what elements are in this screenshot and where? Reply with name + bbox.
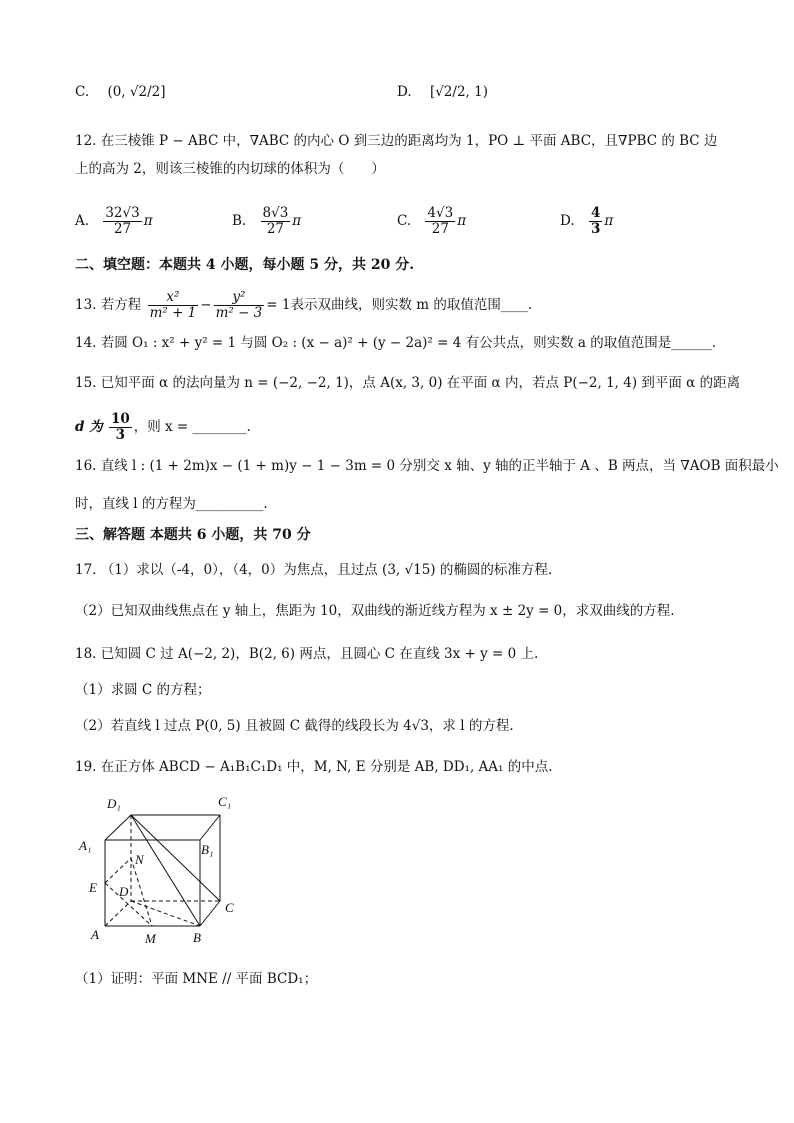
q11-option-c-label: C.	[75, 84, 90, 100]
q13-fraction-2-num: y²	[214, 290, 265, 306]
q12-option-b-den: 27	[266, 221, 284, 237]
q12-option-b	[232, 206, 301, 237]
cube-hidden-line	[105, 858, 131, 883]
q15-line1: 15. 已知平面 α 的法向量为 n = (−2, −2, 1)，点 A(x, 3, 0) 在平面 α 内，若点 P(−2, 1, 4) 到平面 α 的距离	[75, 375, 741, 391]
q16-line2: 时，直线 l 的方程为__________.	[75, 496, 268, 512]
q18-part2: （2）若直线 l 过点 P(0, 5) 且被圆 C 截得的线段长为 4√3，求 l 的方程.	[75, 718, 514, 734]
cube-label-d: D	[119, 884, 129, 899]
cube-label-d1: D₁	[107, 796, 121, 811]
q17-part2: （2）已知双曲线焦点在 y 轴上，焦距为 10，双曲线的渐近线方程为 x ± 2y = 0，求双曲线的方程.	[75, 603, 675, 619]
q13-fraction-1-den: m² + 1	[149, 305, 197, 321]
q12-option-d-num: 4	[590, 205, 601, 221]
q13-fraction-1	[148, 290, 199, 321]
q18-part1: （1）求圆 C 的方程；	[75, 682, 211, 698]
pi-symbol: π	[143, 213, 153, 229]
q12-option-c-label: C.	[397, 213, 412, 229]
cube-edge	[105, 815, 131, 840]
q11-option-c-expr: (0, √2/2]	[107, 84, 166, 100]
cube-diagonal-d1b	[131, 815, 200, 926]
cube-label-m: M	[145, 931, 156, 946]
q13-minus: −	[200, 297, 212, 313]
q15-fraction-den: 3	[115, 427, 126, 443]
q13-prefix: 13. 若方程	[75, 297, 142, 313]
cube-label-b: B	[193, 930, 201, 945]
q12-option-a-den: 27	[113, 221, 132, 237]
q12-option-a-fraction	[103, 206, 141, 237]
q13-fraction-2	[214, 290, 265, 321]
q12-option-c	[397, 206, 466, 237]
pi-symbol: π	[604, 213, 614, 229]
q11-option-c	[75, 82, 165, 102]
q13	[75, 290, 532, 321]
q12-option-d-label: D.	[560, 213, 575, 229]
q12-line2: 上的高为 2，则该三棱锥的内切球的体积为（ ）	[75, 161, 385, 177]
q12-option-d	[560, 206, 613, 237]
q15-line2	[75, 412, 251, 443]
cube-edge	[200, 815, 220, 840]
q15-line2-suffix: ，则 x = ________.	[133, 419, 251, 435]
cube-edge	[200, 901, 220, 926]
q16-line1: 16. 直线 l : (1 + 2m)x − (1 + m)y − 1 − 3m = 0 分别交 x 轴、y 轴的正半轴于 A 、B 两点，当 ∇AOB 面积最小	[75, 458, 779, 474]
q19-stem: 19. 在正方体 ABCD − A₁B₁C₁D₁ 中，M, N, E 分别是 AB, DD₁, AA₁ 的中点.	[75, 759, 553, 775]
pi-symbol: π	[457, 213, 467, 229]
cube-diagonal-d1c	[131, 815, 220, 901]
cube-label-a: A	[91, 927, 99, 942]
q12-option-b-num: 8√3	[262, 205, 289, 221]
cube-figure	[75, 790, 255, 955]
q12-option-d-den: 3	[590, 221, 601, 237]
q18-stem: 18. 已知圆 C 过 A(−2, 2)，B(2, 6) 两点，且圆心 C 在直线 3x + y = 0 上.	[75, 646, 539, 662]
q12-option-c-den: 27	[431, 221, 449, 237]
cube-label-b1: B₁	[201, 842, 214, 857]
q12-option-a	[75, 206, 153, 237]
section2-heading: 二、填空题：本题共 4 小题，每小题 5 分，共 20 分.	[75, 257, 415, 273]
q11-option-d	[397, 82, 488, 102]
cube-label-n: N	[135, 852, 144, 867]
q12-line1: 12. 在三棱锥 P − ABC 中，∇ABC 的内心 O 到三边的距离均为 1，PO ⊥ 平面 ABC，且∇PBC 的 BC 边	[75, 133, 718, 149]
q12-option-c-num: 4√3	[427, 205, 454, 221]
pi-symbol: π	[292, 213, 302, 229]
q15-fraction-num: 10	[110, 411, 130, 427]
cube-label-c1: C₁	[218, 794, 232, 809]
q13-fraction-2-den: m² − 3	[215, 305, 263, 321]
section3-heading: 三、解答题 本题共 6 小题，共 70 分	[75, 527, 311, 543]
q13-suffix: = 1表示双曲线，则实数 m 的取值范围____.	[266, 297, 533, 313]
cube-label-c: C	[225, 900, 234, 915]
q14: 14. 若圆 O₁ : x² + y² = 1 与圆 O₂ : (x − a)² + (y − 2a)² = 4 有公共点，则实数 a 的取值范围是______.	[75, 335, 716, 351]
cube-label-a1: A₁	[79, 838, 92, 853]
cube-label-e: E	[89, 880, 97, 895]
cube-hidden-edge	[105, 901, 131, 926]
q15-fraction	[109, 412, 132, 443]
q12-option-c-fraction	[425, 206, 455, 237]
q12-option-b-label: B.	[232, 213, 247, 229]
q17-part1: 17. （1）求以（-4，0），（4，0）为焦点，且过点 (3, √15) 的椭圆的标准方程.	[75, 562, 553, 578]
q11-option-d-label: D.	[397, 84, 412, 100]
q12-option-a-label: A.	[75, 213, 90, 229]
q15-line2-prefix: d 为	[75, 419, 103, 435]
q12-option-d-fraction	[589, 206, 602, 237]
q19-part1: （1）证明：平面 MNE // 平面 BCD₁；	[75, 971, 318, 987]
q12-option-b-fraction	[261, 206, 291, 237]
q13-fraction-1-num: x²	[148, 290, 199, 306]
q12-option-a-num: 32√3	[105, 205, 140, 221]
cube-hidden-line	[131, 901, 200, 926]
q11-option-d-expr: [√2/2, 1)	[429, 84, 488, 100]
